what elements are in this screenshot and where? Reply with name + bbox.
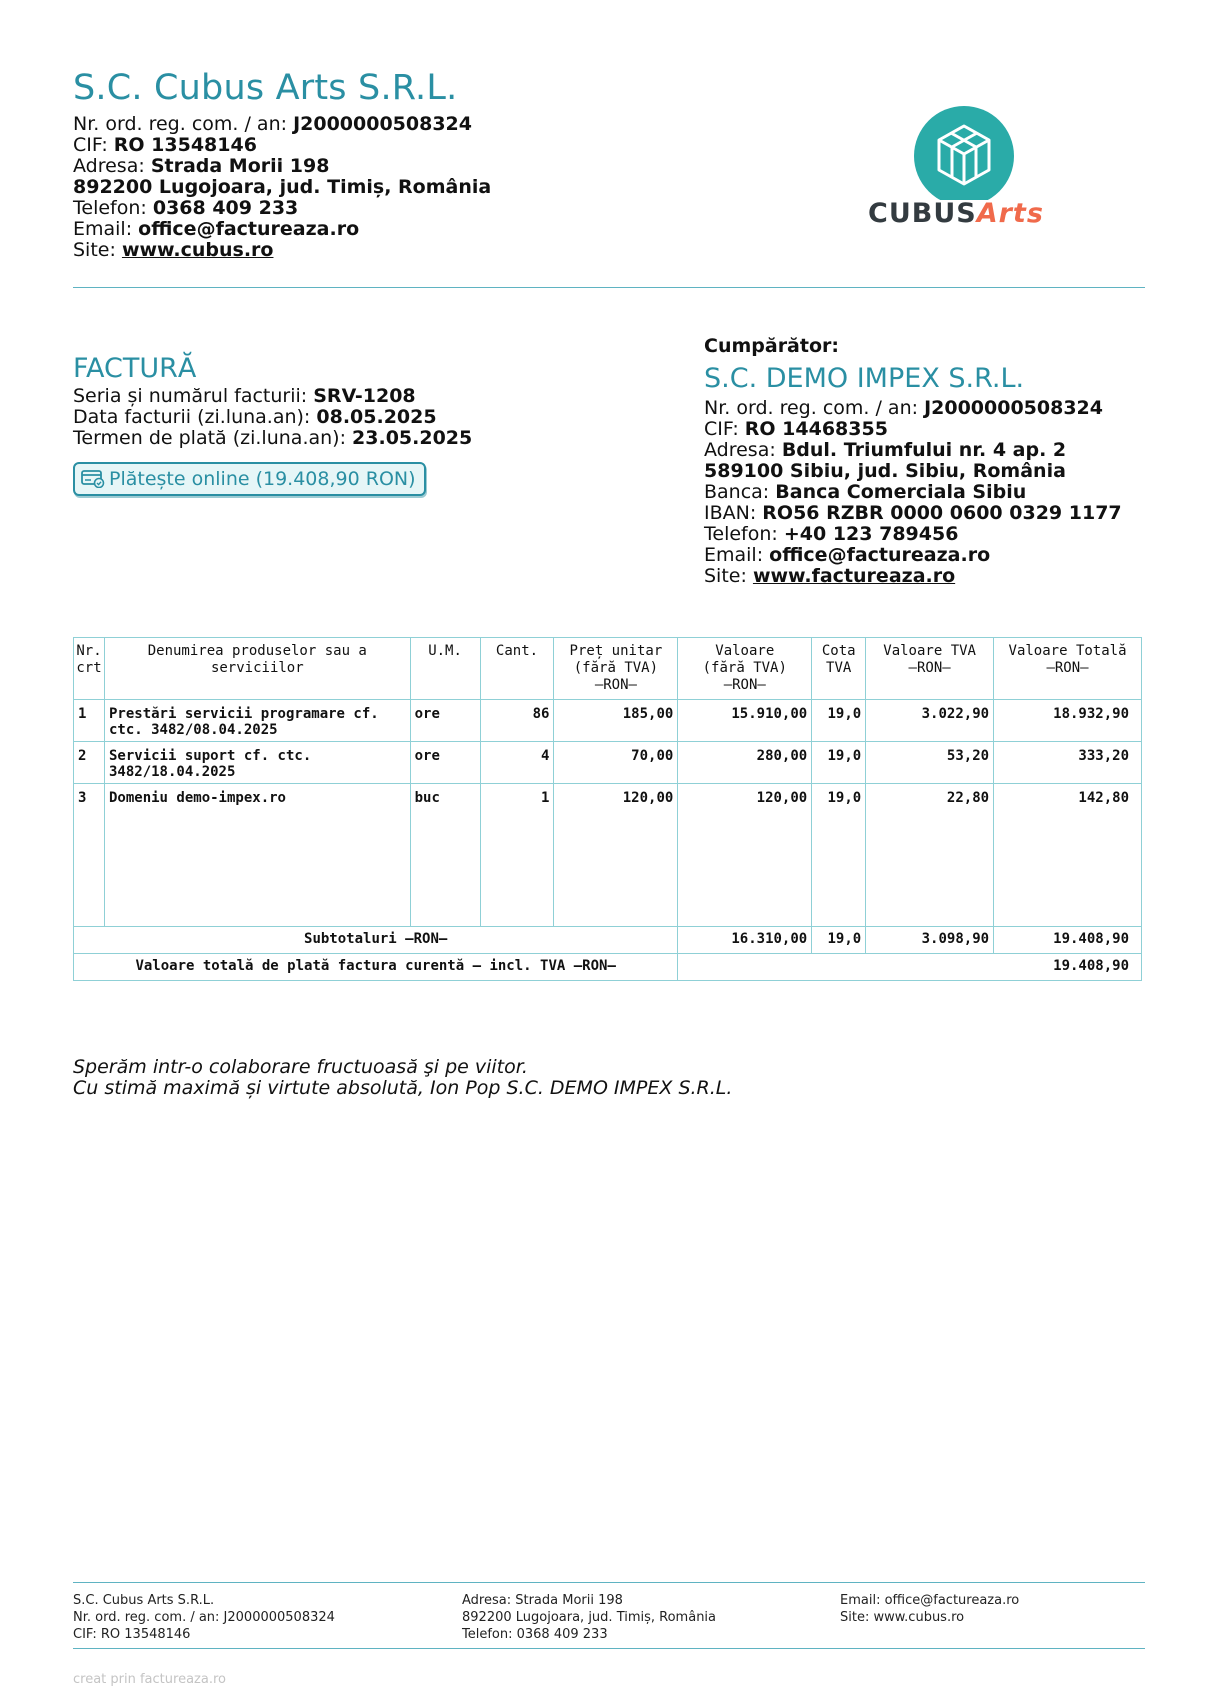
buyer-name: S.C. DEMO IMPEX S.R.L.	[704, 363, 1025, 394]
cell-um: ore	[410, 742, 480, 784]
seller-cif: CIF: RO 13548146	[73, 134, 257, 156]
cell-nr: 2	[74, 742, 105, 784]
subtotal-value: 16.310,00	[678, 927, 812, 954]
col-header-nr: Nr. crt	[74, 638, 105, 700]
cell-total: 142,80	[994, 784, 1142, 927]
seller-address: Adresa: Strada Morii 198	[73, 155, 330, 177]
credit-link[interactable]: creat prin factureaza.ro	[73, 1672, 226, 1687]
invoice-block	[73, 352, 633, 490]
seller-phone: Telefon: 0368 409 233	[73, 197, 299, 219]
company-logo	[868, 104, 1058, 234]
closing-line-1: Sperăm intr-o colaborare fructuoasă şi pe viitor.	[73, 1056, 528, 1078]
cell-vat-rate: 19,0	[812, 784, 866, 927]
seller-block	[73, 66, 633, 261]
buyer-address: Adresa: Bdul. Triumfului nr. 4 ap. 2	[704, 439, 1067, 461]
seller-reg: Nr. ord. reg. com. / an: J2000000508324	[73, 113, 472, 135]
seller-address-line2: 892200 Lugojoara, jud. Timiș, România	[73, 176, 492, 198]
buyer-iban: IBAN: RO56 RZBR 0000 0600 0329 1177	[704, 502, 1122, 524]
buyer-block	[704, 334, 1144, 587]
footer-bottom-divider	[73, 1648, 1145, 1649]
seller-name: S.C. Cubus Arts S.R.L.	[73, 68, 458, 108]
col-header-vat-value: Valoare TVA –RON–	[866, 638, 994, 700]
subtotal-label: Subtotaluri –RON–	[74, 927, 678, 954]
cell-name: Servicii suport cf. ctc. 3482/18.04.2025	[104, 742, 410, 784]
header-divider	[73, 287, 1145, 288]
card-payment-icon	[81, 470, 105, 488]
footer-company: S.C. Cubus Arts S.R.L. Nr. ord. reg. com. / an: J2000000508324 CIF: RO 13548146	[73, 1593, 335, 1642]
cell-name: Prestări servicii programare cf. ctc. 3482/08.04.2025	[104, 700, 410, 742]
table-row	[74, 700, 1142, 742]
buyer-email: Email: office@factureaza.ro	[704, 544, 991, 566]
footer-contact: Email: office@factureaza.ro Site: www.cubus.ro	[840, 1593, 1020, 1625]
cell-name: Domeniu demo-impex.ro	[104, 784, 410, 927]
seller-site-link[interactable]: www.cubus.ro	[121, 239, 274, 261]
cell-um: ore	[410, 700, 480, 742]
buyer-site: Site: www.factureaza.ro	[704, 565, 956, 587]
subtotal-row	[74, 927, 1142, 954]
grand-total-row	[74, 954, 1142, 981]
cell-value: 120,00	[678, 784, 812, 927]
cell-nr: 3	[74, 784, 105, 927]
col-header-unit-price: Preț unitar (fără TVA) –RON–	[554, 638, 678, 700]
cell-nr: 1	[74, 700, 105, 742]
cell-total: 18.932,90	[994, 700, 1142, 742]
table-row	[74, 784, 1142, 927]
cell-vat-value: 22,80	[866, 784, 994, 927]
footer-address: Adresa: Strada Morii 198 892200 Lugojoara, jud. Timiș, România Telefon: 0368 409 233	[462, 1593, 717, 1642]
seller-email: Email: office@factureaza.ro	[73, 218, 360, 240]
closing-line-2: Cu stimă maximă și virtute absolută, Ion Pop S.C. DEMO IMPEX S.R.L.	[73, 1077, 733, 1099]
subtotal-vat-value: 3.098,90	[866, 927, 994, 954]
col-header-vat-rate: Cota TVA	[812, 638, 866, 700]
cell-vat-rate: 19,0	[812, 700, 866, 742]
subtotal-vat-rate: 19,0	[812, 927, 866, 954]
seller-site: Site: www.cubus.ro	[73, 239, 274, 261]
buyer-address-line2: 589100 Sibiu, jud. Sibiu, România	[704, 460, 1066, 482]
col-header-name: Denumirea produselor sau a serviciilor	[104, 638, 410, 700]
buyer-reg: Nr. ord. reg. com. / an: J2000000508324	[704, 397, 1103, 419]
buyer-site-link[interactable]: www.factureaza.ro	[752, 565, 956, 587]
footer-top-divider	[73, 1582, 1145, 1583]
cell-qty: 1	[480, 784, 554, 927]
pay-online-label: Plătește online (19.408,90 RON)	[109, 468, 416, 490]
invoice-items-table	[73, 637, 1142, 981]
cube-hexagon-icon	[868, 104, 1058, 200]
cell-vat-value: 3.022,90	[866, 700, 994, 742]
col-header-value: Valoare (fără TVA) –RON–	[678, 638, 812, 700]
grand-total-label: Valoare totală de plată factura curentă – incl. TVA –RON–	[74, 954, 678, 981]
buyer-label: Cumpărător:	[704, 335, 839, 357]
invoice-title: FACTURĂ	[73, 353, 197, 384]
grand-total-value: 19.408,90	[678, 954, 1142, 981]
buyer-bank: Banca: Banca Comerciala Sibiu	[704, 481, 1027, 503]
table-row	[74, 742, 1142, 784]
subtotal-total: 19.408,90	[994, 927, 1142, 954]
col-header-total: Valoare Totală –RON–	[994, 638, 1142, 700]
table-header-row	[74, 638, 1142, 700]
invoice-date: Data facturii (zi.luna.an): 08.05.2025	[73, 406, 437, 428]
cell-unit-price: 70,00	[554, 742, 678, 784]
cell-vat-value: 53,20	[866, 742, 994, 784]
cell-qty: 4	[480, 742, 554, 784]
cell-total: 333,20	[994, 742, 1142, 784]
pay-online-button[interactable]	[73, 462, 426, 496]
invoice-due-date: Termen de plată (zi.luna.an): 23.05.2025	[73, 427, 473, 449]
cell-unit-price: 120,00	[554, 784, 678, 927]
cell-value: 280,00	[678, 742, 812, 784]
cell-um: buc	[410, 784, 480, 927]
invoice-series: Seria și numărul facturii: SRV-1208	[73, 385, 416, 407]
cell-qty: 86	[480, 700, 554, 742]
cell-unit-price: 185,00	[554, 700, 678, 742]
cell-vat-rate: 19,0	[812, 742, 866, 784]
col-header-qty: Cant.	[480, 638, 554, 700]
col-header-um: U.M.	[410, 638, 480, 700]
buyer-phone: Telefon: +40 123 789456	[704, 523, 959, 545]
closing-message	[73, 1057, 732, 1099]
buyer-cif: CIF: RO 14468355	[704, 418, 888, 440]
cell-value: 15.910,00	[678, 700, 812, 742]
logo-wordmark: CUBUSArts	[868, 198, 1044, 229]
